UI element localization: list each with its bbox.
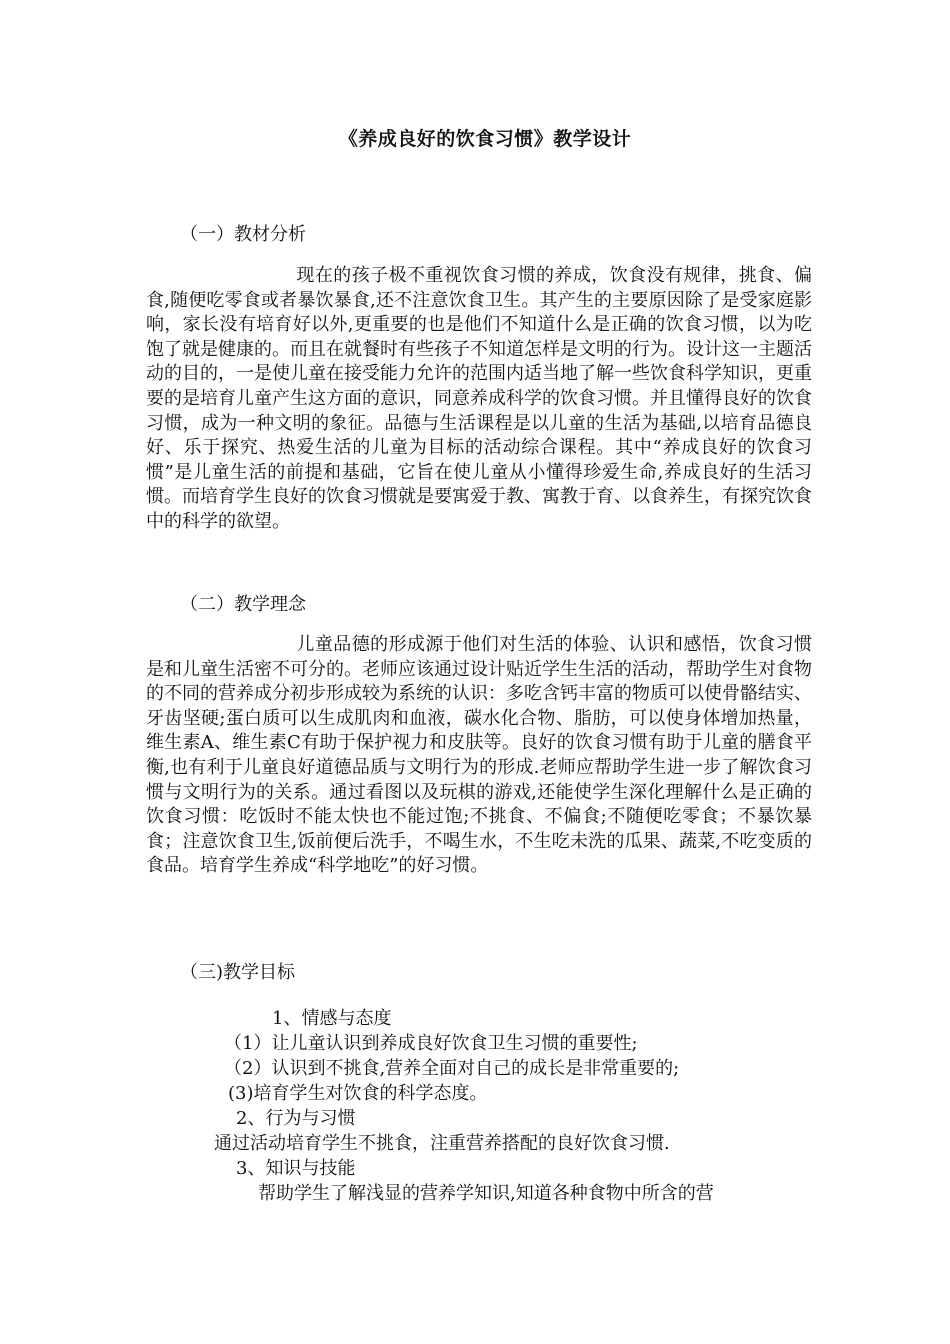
goal-knowledge-skill: 3、知识与技能 [236, 1158, 356, 1179]
goal-item-3: (3)培育学生对饮食的科学态度。 [228, 1083, 488, 1104]
goal-behavior-habit-text: 通过活动培育学生不挑食，注重营养搭配的良好饮食习惯. [214, 1133, 670, 1154]
goal-behavior-habit: 2、行为与习惯 [236, 1108, 356, 1129]
goal-emotion-attitude: 1、情感与态度 [272, 1008, 392, 1029]
textbook-analysis-paragraph [146, 264, 812, 564]
section-heading-teaching-goals: （三)教学目标 [180, 962, 296, 983]
teaching-philosophy-paragraph [146, 633, 812, 933]
section-heading-teaching-philosophy: （二）教学理念 [180, 594, 306, 615]
document-title: 《养成良好的饮食习惯》教学设计 [338, 128, 632, 150]
goal-knowledge-skill-text: 帮助学生了解浅显的营养学知识,知道各种食物中所含的营 [258, 1183, 714, 1204]
textbook-analysis-text: 现在的孩子极不重视饮食习惯的养成，饮食没有规律，挑食、偏食,随便吃零食或者暴饮暴食,还不注意饮食卫生。其产生的主要原因除了是受家庭影响，家长没有培育好以外,更重要的也是他们不知道什么是正确的饮食习惯，以为吃饱了就是健康的。而且在就餐时有些孩子不知道怎样是文明的行为。设计这一主题活动的目的，一是使儿童在接受能力允许的范围内适当地了解一些饮食科学知识，更重要的是培育儿童产生这方面的意识，同意养成科学的饮食习惯。并且懂得良好的饮食习惯，成为一种文明的象征。品德与生活课程是以儿童的生活为基础,以培育品德良好、乐于探究、热爱生活的儿童为目标的活动综合课程。其中“养成良好的饮食习惯”是儿童生活的前提和基础，它旨在使儿童从小懂得珍爱生命,养成良好的生活习惯。而培育学生良好的饮食习惯就是要寓爱于教、寓教于育、以食养生，有探究饮食中的科学的欲望。 [146, 265, 812, 532]
teaching-philosophy-text: 儿童品德的形成源于他们对生活的体验、认识和感悟，饮食习惯是和儿童生活密不可分的。老师应该通过设计贴近学生生活的活动，帮助学生对食物的不同的营养成分初步形成较为系统的认识：多吃含钙丰富的物质可以使骨骼结实、牙齿坚硬;蛋白质可以生成肌肉和血液，碳水化合物、脂肪，可以使身体增加热量，维生素A、维生素C有助于保护视力和皮肤等。良好的饮食习惯有助于儿童的膳食平衡,也有利于儿童良好道德品质与文明行为的形成.老师应帮助学生进一步了解饮食习惯与文明行为的关系。通过看图以及玩棋的游戏,还能使学生深化理解什么是正确的饮食习惯：吃饭时不能太快也不能过饱;不挑食、不偏食;不随便吃零食；不暴饮暴食；注意饮食卫生,饭前便后洗手，不喝生水，不生吃未洗的瓜果、蔬菜,不吃变质的食品。培育学生养成“科学地吃”的好习惯。 [146, 634, 812, 877]
goal-item-1: （1）让儿童认识到养成良好饮食卫生习惯的重要性; [224, 1033, 638, 1054]
section-heading-textbook-analysis: （一）教材分析 [180, 224, 306, 245]
goal-item-2: （2）认识到不挑食,营养全面对自己的成长是非常重要的; [224, 1058, 680, 1079]
